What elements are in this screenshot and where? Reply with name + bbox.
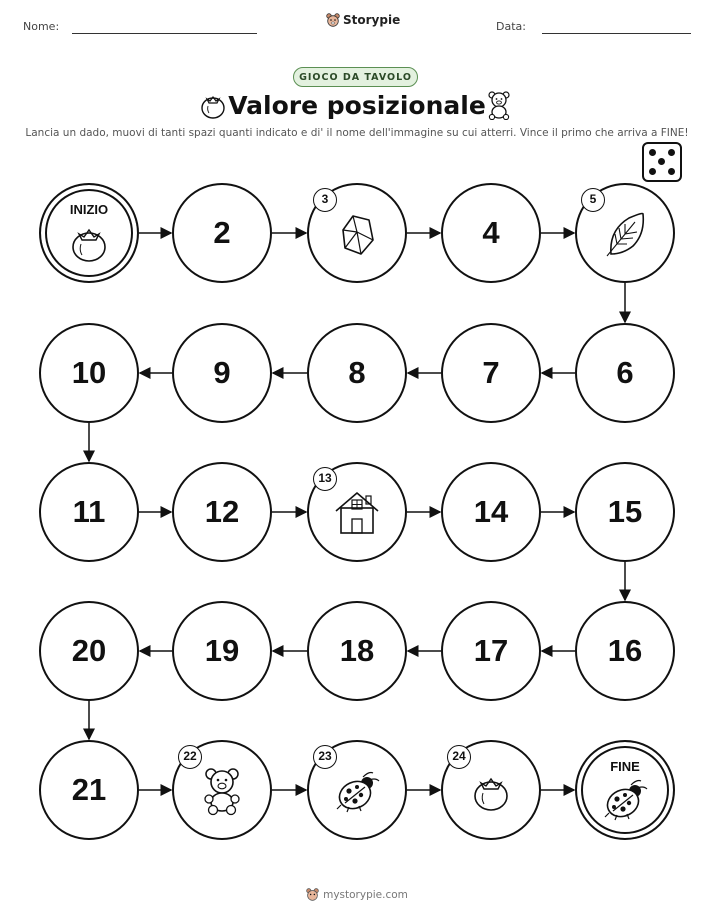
board-space-21 bbox=[39, 740, 139, 840]
space-number: 19 bbox=[204, 633, 240, 668]
board-space-9 bbox=[172, 323, 272, 423]
space-number: 4 bbox=[482, 215, 500, 250]
finish-space bbox=[575, 740, 675, 840]
name-label: Nome: bbox=[23, 20, 60, 33]
footer-url: mystorypie.com bbox=[323, 888, 408, 901]
tomato-icon bbox=[66, 219, 112, 270]
board-space-8 bbox=[307, 323, 407, 423]
space-number: 10 bbox=[71, 355, 107, 390]
space-number-badge: 3 bbox=[313, 188, 337, 212]
space-number-badge: 13 bbox=[313, 467, 337, 491]
board-space-20 bbox=[39, 601, 139, 701]
space-number: 7 bbox=[482, 355, 500, 390]
space-number-badge: 23 bbox=[313, 745, 337, 769]
space-number: 8 bbox=[348, 355, 366, 390]
board-space-4 bbox=[441, 183, 541, 283]
board-space-10 bbox=[39, 323, 139, 423]
tomato-icon bbox=[468, 768, 514, 819]
space-number: 15 bbox=[607, 494, 643, 529]
finish-label: FINE bbox=[610, 759, 640, 774]
space-number-badge: 5 bbox=[581, 188, 605, 212]
house-icon bbox=[332, 489, 382, 542]
space-number: 20 bbox=[71, 633, 107, 668]
board-space-6 bbox=[575, 323, 675, 423]
start-space bbox=[39, 183, 139, 283]
board-space-17 bbox=[441, 601, 541, 701]
space-number-badge: 22 bbox=[178, 745, 202, 769]
brand-name: Storypie bbox=[343, 13, 401, 27]
space-number-badge: 24 bbox=[447, 745, 471, 769]
board-space-11 bbox=[39, 462, 139, 562]
space-number: 21 bbox=[71, 772, 107, 807]
board-space-16 bbox=[575, 601, 675, 701]
date-label: Data: bbox=[496, 20, 526, 33]
space-number: 9 bbox=[213, 355, 231, 390]
space-number: 6 bbox=[616, 355, 634, 390]
ladybug-icon bbox=[333, 769, 381, 818]
page-title: Valore posizionale bbox=[228, 91, 486, 120]
space-number: 2 bbox=[213, 215, 231, 250]
space-number: 16 bbox=[607, 633, 643, 668]
bear-face-icon bbox=[306, 888, 319, 901]
crystal-icon bbox=[335, 210, 379, 263]
ladybug-icon bbox=[601, 777, 649, 826]
category-badge: GIOCO DA TAVOLO bbox=[293, 67, 418, 87]
footer bbox=[0, 888, 714, 901]
board-space-19 bbox=[172, 601, 272, 701]
board-space-15 bbox=[575, 462, 675, 562]
board-space-14 bbox=[441, 462, 541, 562]
board-space-7 bbox=[441, 323, 541, 423]
leaf-icon bbox=[603, 210, 647, 263]
board-space-2 bbox=[172, 183, 272, 283]
start-label: INIZIO bbox=[69, 202, 109, 217]
space-number: 11 bbox=[72, 494, 106, 529]
space-number: 18 bbox=[339, 633, 375, 668]
board-space-18 bbox=[307, 601, 407, 701]
space-number: 12 bbox=[204, 494, 240, 529]
board-space-12 bbox=[172, 462, 272, 562]
instructions: Lancia un dado, muovi di tanti spazi quanti indicato e di' il nome dell'immagine su cui atterri. Vince il primo che arriva a FINE! bbox=[25, 127, 689, 139]
space-number: 17 bbox=[473, 633, 509, 668]
space-number: 14 bbox=[473, 494, 509, 529]
teddy-bear-icon bbox=[200, 766, 244, 821]
